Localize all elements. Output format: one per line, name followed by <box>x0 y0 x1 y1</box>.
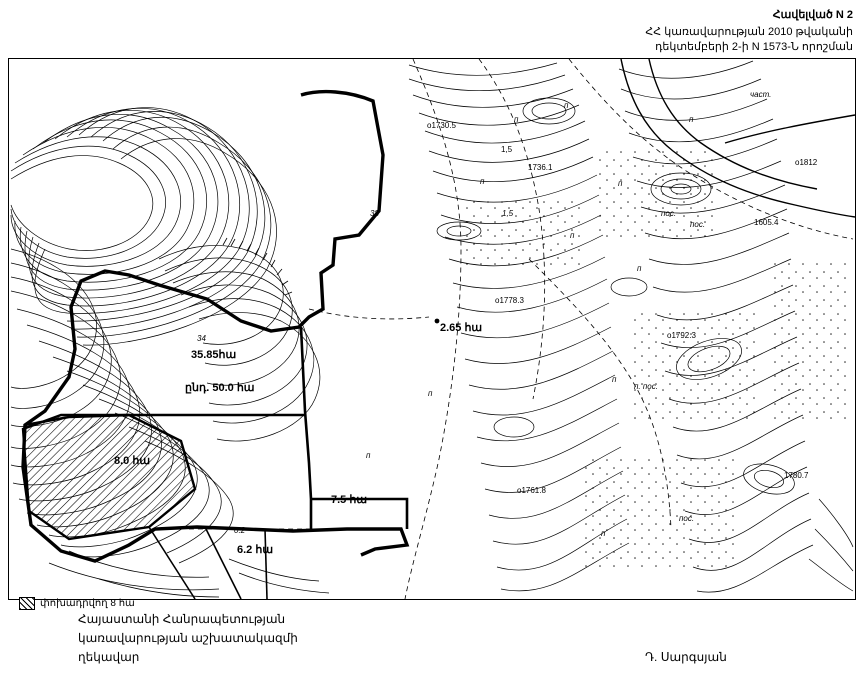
terrain-label-17: 1,5 <box>502 209 514 218</box>
terrain-label-19: 0.2 <box>234 526 246 535</box>
area-label-0: 35.85հա <box>191 349 237 361</box>
elevation-mark-1: 1736.1 <box>528 163 553 172</box>
terrain-label-4: п <box>480 177 485 186</box>
terrain-label-3: п <box>689 115 694 124</box>
terrain-label-10: п <box>428 389 433 398</box>
legend-hatch-swatch <box>19 597 35 610</box>
terrain-label-16: 34 <box>197 334 206 343</box>
terrain-label-13: п. пос. <box>634 382 658 391</box>
area-label-2: 8.0 հա <box>114 455 151 467</box>
header-line-3: դեկտեմբերի 2-ի N 1573-Ն որոշման <box>655 41 853 53</box>
header-line-2: ՀՀ կառավարության 2010 թվականի <box>645 26 853 38</box>
terrain-label-0: п <box>514 115 519 124</box>
area-label-4: 6.2 հա <box>237 544 274 556</box>
terrain-label-14: пос. <box>679 514 695 523</box>
legend-transferred-plot <box>19 597 135 610</box>
elevation-mark-0: о1730.5 <box>427 121 456 130</box>
elevation-mark-3: 1605.4 <box>754 218 779 227</box>
terrain-label-8: п <box>570 231 575 240</box>
footer-signature-block <box>78 610 298 667</box>
elevation-mark-6: о1761.8 <box>517 486 546 495</box>
elevation-mark-7: 1780.7 <box>784 471 809 480</box>
header-line-1: Հավելված N 2 <box>772 9 853 21</box>
area-label-3: 7.5 հա <box>331 494 368 506</box>
terrain-label-18: 38 <box>370 209 379 218</box>
terrain-label-12: п <box>612 375 617 384</box>
footer-signer-name: Դ. Սարգսյան <box>645 650 727 664</box>
topographic-map <box>8 58 856 609</box>
elevation-mark-2: о1812 <box>795 158 818 167</box>
terrain-label-5: п <box>618 179 623 188</box>
point-marker-265 <box>435 319 440 324</box>
terrain-label-15: п <box>601 529 606 538</box>
footer-line-3: ղեկավար <box>78 650 140 664</box>
terrain-label-6: пос. <box>661 209 677 218</box>
legend-label: փոխադրվող 8 հա <box>40 598 135 609</box>
terrain-label-7: пос. <box>690 220 706 229</box>
area-label-5: 2.65 հա <box>440 322 483 334</box>
terrain-label-1: п <box>564 101 569 110</box>
footer-line-1: Հայաստանի Հանրապետության <box>78 612 286 626</box>
terrain-label-9: п <box>637 264 642 273</box>
map-drawing <box>9 59 855 599</box>
elevation-mark-5: о1792.3 <box>667 331 696 340</box>
elevation-mark-4: о1778.3 <box>495 296 524 305</box>
elevation-mark-8: 1,5 <box>501 145 513 154</box>
footer-line-2: կառավարության աշխատակազմի <box>78 631 298 645</box>
terrain-label-11: п <box>366 451 371 460</box>
terrain-label-2: част. <box>750 90 772 99</box>
area-label-1: ընդ. 50.0 հա <box>185 382 255 394</box>
